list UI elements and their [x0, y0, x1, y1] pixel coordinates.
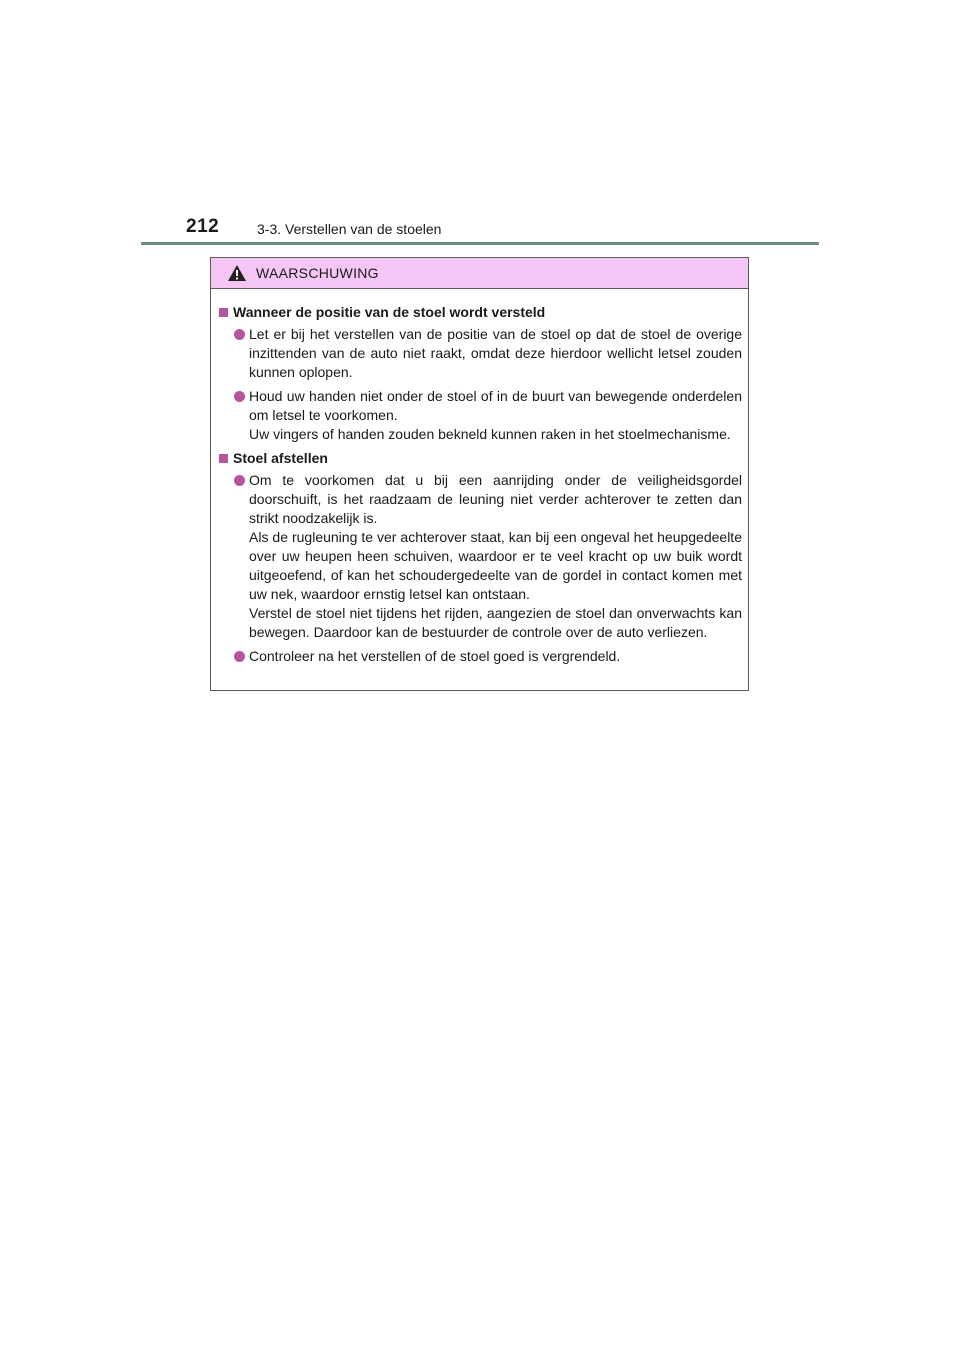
header-rule: [141, 242, 819, 245]
square-bullet-icon: [219, 454, 228, 463]
list-item: [219, 387, 742, 444]
warning-triangle-icon: [227, 264, 247, 282]
warning-title: WAARSCHUWING: [256, 265, 379, 281]
bullet-paragraph: Verstel de stoel niet tijdens het rijden, aangezien de stoel dan onverwachts kan bewegen. Daardoor kan de bestuurder de controle over de auto verliezen.: [249, 605, 742, 640]
list-item: [219, 471, 742, 642]
round-bullet-icon: [234, 651, 245, 662]
warning-box: [210, 257, 749, 691]
bullet-paragraph: Houd uw handen niet onder de stoel of in de buurt van bewegende onderdelen om letsel te voorkomen.: [249, 388, 742, 423]
list-item: [219, 647, 742, 666]
square-bullet-icon: [219, 308, 228, 317]
warning-header: [211, 258, 748, 289]
bullet-paragraph: Uw vingers of handen zouden bekneld kunnen raken in het stoelmechanisme.: [249, 426, 731, 442]
section-heading: [219, 303, 742, 322]
section-heading-text: Stoel afstellen: [233, 450, 328, 466]
round-bullet-icon: [234, 391, 245, 402]
bullet-paragraph: Let er bij het verstellen van de positie van de stoel op dat de stoel de overige inzittenden van de auto niet raakt, omdat deze hierdoor wellicht letsel zouden kunnen oplopen.: [249, 326, 742, 380]
section-heading-text: Wanneer de positie van de stoel wordt versteld: [233, 304, 546, 320]
bullet-paragraph: Controleer na het verstellen of de stoel goed is vergrendeld.: [249, 648, 621, 664]
bullet-paragraph: Als de rugleuning te ver achterover staat, kan bij een ongeval het heupgedeelte over uw heupen heen schuiven, waardoor er te veel kracht op uw buik wordt uitgeoefend, of kan het schoudergedeelte van de gordel in contact komen met uw nek, waardoor ernstig letsel kan ontstaan.: [249, 529, 742, 602]
section-title: 3-3. Verstellen van de stoelen: [257, 221, 442, 237]
round-bullet-icon: [234, 475, 245, 486]
bullet-paragraph: Om te voorkomen dat u bij een aanrijding onder de veiligheidsgordel doorschuift, is het raadzaam de leuning niet verder achterover te zetten dan strikt noodzakelijk is.: [249, 472, 742, 526]
round-bullet-icon: [234, 329, 245, 340]
section-heading: [219, 449, 742, 468]
warning-body: [211, 289, 748, 666]
page-number: 212: [186, 216, 220, 237]
list-item: [219, 325, 742, 382]
